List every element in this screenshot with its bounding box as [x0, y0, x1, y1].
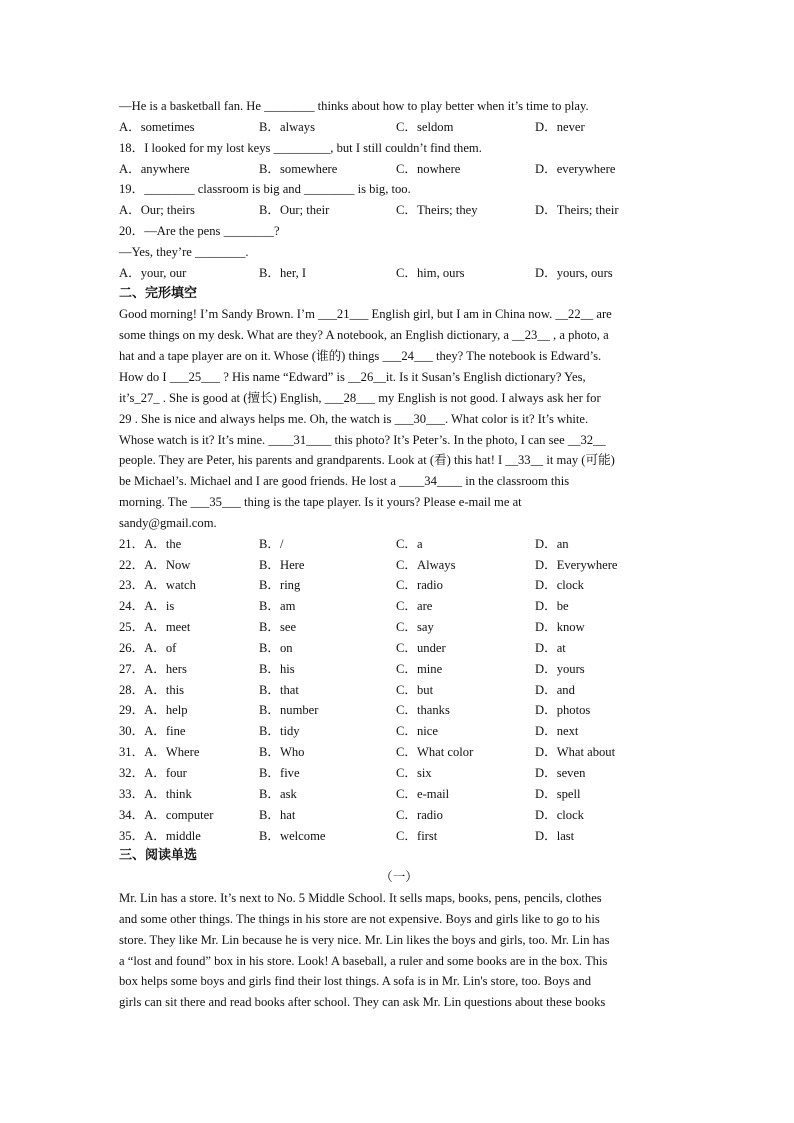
- passage-line: Mr. Lin has a store. It’s next to No. 5 Middle School. It sells maps, books, pens, pencils, clothes: [119, 891, 602, 906]
- option-b: B．tidy: [259, 724, 300, 739]
- question-number: 34．: [119, 807, 145, 822]
- option-a: A．fine: [144, 724, 186, 739]
- question-19-stem: 19．________ classroom is big and ________ is big, too.: [119, 182, 411, 197]
- option-a: A．watch: [144, 578, 196, 593]
- option-b: B．see: [259, 620, 297, 635]
- option-b: B．somewhere: [259, 161, 338, 176]
- option-b: B．always: [259, 119, 315, 134]
- option-a: A．anywhere: [119, 161, 190, 176]
- question-number-and-option-a: [119, 555, 190, 576]
- option-a: A．your, our: [119, 265, 187, 280]
- option-d: D．yours, ours: [535, 265, 613, 280]
- option-b: B．welcome: [259, 828, 326, 843]
- option-c: C．radio: [396, 578, 443, 593]
- option-d: D．photos: [535, 703, 591, 718]
- question-number-and-option-a: [119, 805, 213, 826]
- cloze-question-row: [119, 805, 679, 826]
- option-a: A．this: [144, 682, 185, 697]
- option-b: B．her, I: [259, 265, 307, 280]
- reading-subheading: （一）: [380, 870, 418, 885]
- option-c: C．six: [396, 766, 432, 780]
- question-number: 28．: [119, 682, 145, 697]
- option-a: A．sometimes: [119, 119, 195, 134]
- option-c: C．him, ours: [396, 265, 465, 280]
- question-20-response: —Yes, they’re ________.: [119, 244, 249, 259]
- cloze-question-row: [119, 596, 679, 617]
- question-number-and-option-a: [119, 826, 201, 847]
- option-a: A．of: [144, 640, 177, 655]
- question-number: 30．: [119, 724, 145, 739]
- option-d: D．What about: [535, 745, 616, 760]
- option-a: A．Where: [144, 745, 200, 760]
- question-number-and-option-a: [119, 659, 187, 680]
- option-d: D．spell: [535, 786, 581, 801]
- option-a: A．help: [144, 703, 188, 718]
- option-d: D．be: [535, 599, 569, 614]
- option-b: B．Who: [259, 745, 305, 760]
- option-a: A．is: [144, 599, 175, 614]
- option-d: D．know: [535, 620, 585, 635]
- option-d: D．and: [535, 682, 575, 697]
- passage-line: girls can sit there and read books after school. They can ask Mr. Lin questions about these books: [119, 995, 606, 1010]
- cloze-question-row: [119, 680, 679, 701]
- cloze-question-row: [119, 763, 679, 784]
- option-b: B．Here: [259, 557, 305, 572]
- option-d: D．yours: [535, 661, 585, 676]
- option-a: A．meet: [144, 620, 191, 635]
- option-a: A．hers: [144, 661, 187, 676]
- question-number: 22．: [119, 557, 145, 572]
- option-c: C．What color: [396, 745, 474, 760]
- passage-line: some things on my desk. What are they? A notebook, an English dictionary, a __23__ , a photo, a: [119, 328, 609, 343]
- question-20-options: [119, 263, 679, 284]
- option-c: C．nice: [396, 724, 438, 739]
- option-d: D．last: [535, 828, 575, 843]
- question-19-options: [119, 200, 679, 221]
- cloze-passage: [119, 304, 679, 533]
- option-d: D．never: [535, 119, 585, 134]
- option-d: D．clock: [535, 578, 584, 593]
- option-b: B．Our; their: [259, 203, 330, 218]
- option-a: A．the: [144, 536, 182, 551]
- passage-line: people. They are Peter, his parents and grandparents. Look at (看) this hat! I __33__ it may (可能): [119, 453, 615, 468]
- section-heading-cloze: 二、完形填空: [119, 285, 198, 301]
- option-c: C．Always: [396, 557, 456, 572]
- passage-line: be Michael’s. Michael and I are good friends. He lost a ____34____ in the classroom this: [119, 474, 570, 489]
- option-d: D．at: [535, 640, 566, 655]
- option-d: D．clock: [535, 807, 584, 822]
- question-number-and-option-a: [119, 742, 199, 763]
- cloze-question-row: [119, 575, 679, 596]
- question-18-stem: 18．I looked for my lost keys _________, but I still couldn’t find them.: [119, 140, 482, 155]
- question-number: 26．: [119, 640, 145, 655]
- option-c: C．thanks: [396, 703, 450, 718]
- passage-line: 29 . She is nice and always helps me. Oh, the watch is ___30___. What color is it? It’s white.: [119, 411, 589, 426]
- option-b: B．hat: [259, 807, 296, 822]
- option-b: B．five: [259, 766, 300, 780]
- option-c: C．e-mail: [396, 786, 450, 801]
- cloze-question-row: [119, 784, 679, 805]
- passage-line: it’s_27_ . She is good at (擅长) English, ___28___ my English is not good. I always ask her for: [119, 390, 601, 405]
- question-17-stem: —He is a basketball fan. He ________ thinks about how to play better when it’s time to play.: [119, 99, 589, 113]
- option-b: B．that: [259, 682, 299, 697]
- question-18-options: [119, 159, 679, 180]
- cloze-question-row: [119, 826, 679, 847]
- option-c: C．radio: [396, 807, 443, 822]
- question-number: 32．: [119, 766, 145, 780]
- option-b: B．on: [259, 640, 293, 655]
- cloze-question-row: [119, 617, 679, 638]
- option-c: C．Theirs; they: [396, 203, 478, 218]
- exam-page: [119, 96, 679, 1013]
- passage-line: hat and a tape player are on it. Whose (谁的) things ___24___ they? The notebook is Edward’s.: [119, 349, 602, 364]
- cloze-question-row: [119, 742, 679, 763]
- section-heading-reading: 三、阅读单选: [119, 848, 198, 864]
- option-a: A．four: [144, 766, 187, 780]
- option-a: A．think: [144, 786, 192, 801]
- option-d: D．an: [535, 536, 569, 551]
- option-d: D．Theirs; their: [535, 203, 619, 218]
- option-c: C．under: [396, 640, 446, 655]
- question-number-and-option-a: [119, 617, 190, 638]
- cloze-question-row: [119, 534, 679, 555]
- question-17-options: [119, 117, 679, 138]
- question-number: 27．: [119, 661, 145, 676]
- question-number: 31．: [119, 745, 145, 760]
- option-c: C．mine: [396, 661, 443, 676]
- question-number: 25．: [119, 620, 145, 635]
- option-b: B．ask: [259, 786, 297, 801]
- passage-line: How do I ___25___ ? His name “Edward” is __26__it. Is it Susan’s English dictionary? Yes,: [119, 369, 586, 384]
- question-number: 23．: [119, 578, 145, 593]
- cloze-question-row: [119, 659, 679, 680]
- option-c: C．seldom: [396, 119, 454, 134]
- question-number: 21．: [119, 536, 145, 551]
- cloze-question-row: [119, 700, 679, 721]
- question-number-and-option-a: [119, 784, 192, 805]
- question-number: 33．: [119, 786, 145, 801]
- question-number-and-option-a: [119, 700, 188, 721]
- option-b: B．/: [259, 536, 284, 551]
- passage-line: and some other things. The things in his store are not expensive. Boys and girls like to go to his: [119, 911, 600, 926]
- option-b: B．am: [259, 599, 296, 614]
- option-a: A．Our; theirs: [119, 203, 195, 218]
- passage-line: sandy@gmail.com.: [119, 515, 217, 530]
- option-c: C．a: [396, 536, 423, 551]
- passage-line: Whose watch is it? It’s mine. ____31____ this photo? It’s Peter’s. In the photo, I can see __32__: [119, 432, 606, 447]
- option-a: A．middle: [144, 828, 201, 843]
- passage-line: a “lost and found” box in his store. Look! A baseball, a ruler and some books are in the box. This: [119, 953, 608, 968]
- passage-line: box helps some boys and girls find their lost things. A sofa is in Mr. Lin's store, too. Boys and: [119, 974, 592, 989]
- option-c: C．are: [396, 599, 433, 614]
- question-number-and-option-a: [119, 596, 174, 617]
- cloze-question-row: [119, 721, 679, 742]
- cloze-question-list: [119, 534, 679, 847]
- question-number: 29．: [119, 703, 145, 718]
- passage-line: store. They like Mr. Lin because he is very nice. Mr. Lin likes the boys and girls, too. Mr. Lin has: [119, 932, 610, 947]
- option-c: C．but: [396, 682, 434, 697]
- option-b: B．ring: [259, 578, 301, 593]
- question-number: 35．: [119, 828, 145, 843]
- option-a: A．Now: [144, 557, 191, 572]
- option-c: C．say: [396, 620, 434, 635]
- passage-line: Good morning! I’m Sandy Brown. I’m ___21___ English girl, but I am in China now. __22__ are: [119, 307, 612, 322]
- passage-line: morning. The ___35___ thing is the tape player. Is it yours? Please e-mail me at: [119, 495, 522, 510]
- cloze-question-row: [119, 555, 679, 576]
- option-d: D．Everywhere: [535, 557, 618, 572]
- question-number: 24．: [119, 599, 145, 614]
- question-20-stem: 20．—Are the pens ________?: [119, 224, 280, 239]
- option-c: C．first: [396, 828, 438, 843]
- option-b: B．number: [259, 703, 319, 718]
- reading-passage: [119, 888, 679, 1013]
- question-number-and-option-a: [119, 721, 185, 742]
- question-number-and-option-a: [119, 534, 181, 555]
- option-c: C．nowhere: [396, 161, 461, 176]
- option-d: D．seven: [535, 766, 586, 780]
- question-number-and-option-a: [119, 575, 196, 596]
- option-d: D．everywhere: [535, 161, 616, 176]
- question-number-and-option-a: [119, 638, 176, 659]
- option-a: A．computer: [144, 807, 214, 822]
- question-number-and-option-a: [119, 680, 184, 701]
- cloze-question-row: [119, 638, 679, 659]
- option-d: D．next: [535, 724, 579, 739]
- question-number-and-option-a: [119, 763, 187, 784]
- option-b: B．his: [259, 661, 295, 676]
